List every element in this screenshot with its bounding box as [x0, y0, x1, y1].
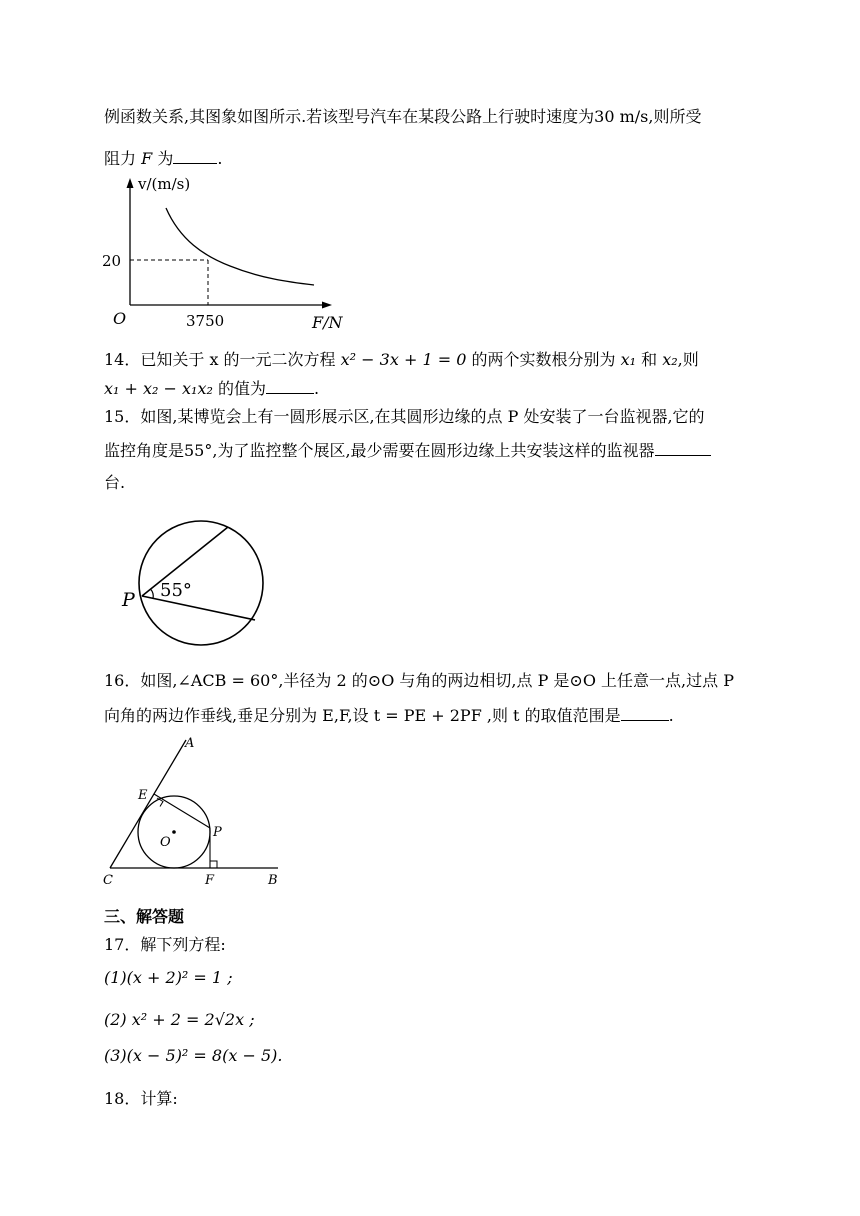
- q14-mid: 的两个实数根分别为: [471, 350, 616, 369]
- q17-part2: (2) x² + 2 = 2√2x ;: [104, 1010, 255, 1029]
- y-axis-arrow: [127, 178, 134, 188]
- y-tick-label: 20: [102, 252, 122, 270]
- q15-line3: 台.: [104, 473, 126, 492]
- q17-part1: (1)(x + 2)² = 1 ;: [104, 968, 233, 987]
- q14-and: 和: [641, 350, 658, 369]
- answer-blank: [621, 706, 669, 721]
- q13-end: .: [217, 149, 223, 168]
- y-axis-label: v/(m/s): [138, 175, 191, 193]
- angle-arc: [151, 589, 154, 598]
- inverse-curve: [166, 208, 314, 285]
- center-dot: [172, 830, 176, 834]
- origin-label: O: [113, 309, 127, 328]
- ray-ca: [110, 740, 186, 868]
- label-f: F: [205, 873, 215, 888]
- q14-line2: [104, 376, 319, 399]
- q15-line1: 15．如图,某博览会上有一圆形展示区,在其圆形边缘的点 P 处安装了一台监视器,它的: [104, 407, 705, 426]
- answer-blank: [655, 441, 711, 456]
- velocity-force-graph: [100, 168, 360, 333]
- label-b: B: [268, 873, 278, 888]
- label-e: E: [138, 788, 148, 803]
- angle-ray-lower: [142, 596, 255, 620]
- label-c: C: [103, 873, 113, 888]
- circle-monitor-figure: [118, 520, 278, 650]
- answer-blank: [173, 149, 217, 164]
- q16-line1: 16．如图,∠ACB = 60°,半径为 2 的⊙O 与角的两边相切,点 P 是⊙O 上任意一点,过点 P: [104, 671, 734, 690]
- q13-line2-post: 为: [157, 149, 174, 168]
- q18-intro: 18．计算:: [104, 1089, 178, 1108]
- tangent-circle-figure: [100, 732, 290, 892]
- q14-root2: x₂: [662, 350, 678, 369]
- q13-line1: 例函数关系,其图象如图所示.若该型号汽车在某段公路上行驶时速度为30 m/s,则所受: [104, 107, 702, 126]
- q14-end: .: [314, 379, 320, 398]
- q14-post: 的值为: [218, 379, 267, 398]
- x-tick-label: 3750: [186, 312, 225, 330]
- label-o: O: [160, 835, 171, 850]
- point-p-label: P: [122, 589, 135, 611]
- label-a: A: [185, 736, 195, 751]
- answer-blank: [266, 379, 314, 394]
- angle-label: 55°: [160, 580, 192, 601]
- q16-line2: [104, 703, 674, 726]
- q14-expr: x₁ + x₂ − x₁x₂: [104, 379, 213, 398]
- x-axis-arrow: [322, 302, 332, 309]
- q13-line2-pre: 阻力: [104, 149, 137, 168]
- label-p: P: [213, 825, 222, 840]
- q14-line1: [104, 347, 699, 370]
- q13-var-f: F: [141, 149, 153, 168]
- q16-end: .: [668, 706, 674, 725]
- q16-line2-text: 向角的两边作垂线,垂足分别为 E,F,设 t = PE + 2PF ,则 t 的取值范围是: [104, 706, 621, 725]
- right-angle-mark-f: [210, 861, 217, 868]
- q17-part3: (3)(x − 5)² = 8(x − 5).: [104, 1046, 283, 1065]
- segment-pe: [154, 794, 210, 828]
- q14-root1: x₁: [620, 350, 637, 369]
- q13-line2: [104, 146, 222, 169]
- section-title: 三、解答题: [104, 907, 185, 926]
- q14-pre: 14．已知关于 x 的一元二次方程: [104, 350, 336, 369]
- q17-intro: 17．解下列方程:: [104, 935, 226, 954]
- q15-line2-text: 监控角度是55°,为了监控整个展区,最少需要在圆形边缘上共安装这样的监视器: [104, 441, 655, 460]
- q15-line2: [104, 438, 711, 461]
- q14-equation: x² − 3x + 1 = 0: [340, 350, 467, 369]
- x-axis-label: F/N: [312, 313, 343, 332]
- q14-line1-end: ,则: [677, 350, 699, 369]
